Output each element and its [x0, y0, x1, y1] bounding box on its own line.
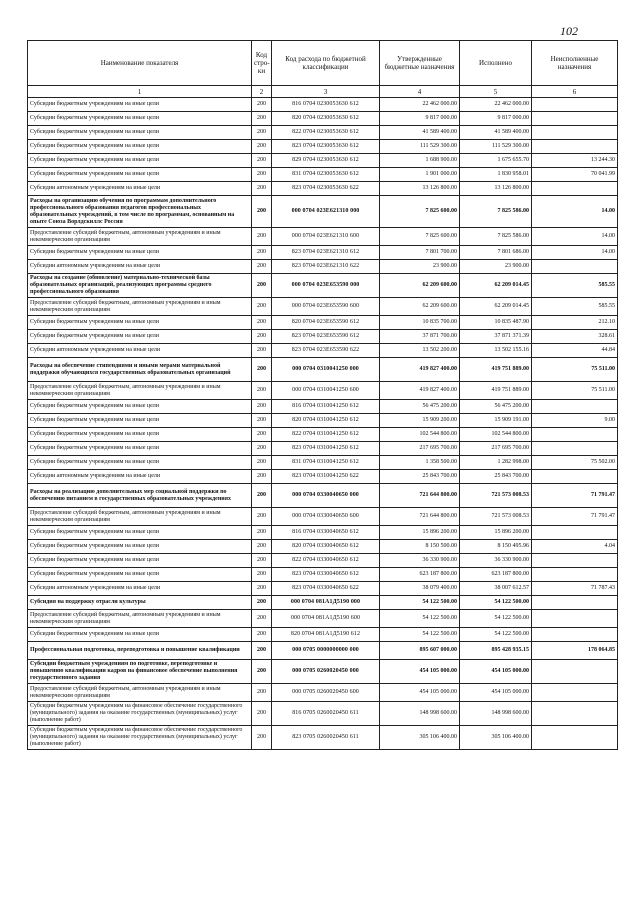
row-budget-code: 823 0704 0310041250 622 — [272, 470, 380, 484]
row-budget-code: 820 0704 081А1Д5190 612 — [272, 628, 380, 642]
row-line-code: 200 — [252, 484, 272, 508]
row-executed: 305 106 400.00 — [460, 726, 532, 750]
row-line-code: 200 — [252, 98, 272, 112]
row-line-code: 200 — [252, 442, 272, 456]
row-approved: 7 825 600.00 — [380, 196, 460, 228]
row-budget-code: 000 0704 0310041250 600 — [272, 382, 380, 400]
row-budget-code: 823 0705 0260020450 611 — [272, 726, 380, 750]
row-line-code: 200 — [252, 610, 272, 628]
row-executed: 9 817 000.00 — [460, 112, 532, 126]
table-row — [28, 246, 618, 260]
row-budget-code: 816 0705 0260020450 611 — [272, 702, 380, 726]
row-budget-code: 000 0704 0310041250 000 — [272, 358, 380, 382]
row-approved: 7 801 700.00 — [380, 246, 460, 260]
row-line-code: 200 — [252, 642, 272, 660]
column-number: 4 — [380, 86, 460, 98]
row-approved: 721 644 800.00 — [380, 484, 460, 508]
row-approved: 454 105 000.00 — [380, 660, 460, 684]
row-budget-code: 823 0704 023E653590 612 — [272, 330, 380, 344]
row-approved: 54 122 500.00 — [380, 628, 460, 642]
row-approved: 56 475 200.00 — [380, 400, 460, 414]
table-row — [28, 182, 618, 196]
header-approved: Утвержденные бюджетные назначения — [380, 41, 460, 86]
row-name: Субсидии бюджетным учреждениям на иные цели — [28, 554, 252, 568]
budget-execution-table — [27, 40, 618, 750]
row-unexecuted — [532, 442, 618, 456]
row-budget-code: 000 0704 023E653590 000 — [272, 274, 380, 298]
row-budget-code: 000 0704 023E621310 600 — [272, 228, 380, 246]
row-executed: 54 122 500.00 — [460, 610, 532, 628]
table-row — [28, 456, 618, 470]
row-unexecuted — [532, 126, 618, 140]
row-line-code: 200 — [252, 382, 272, 400]
row-line-code: 200 — [252, 196, 272, 228]
row-line-code: 200 — [252, 168, 272, 182]
row-name: Субсидии бюджетным учреждениям на иные цели — [28, 568, 252, 582]
row-executed: 1 675 655.70 — [460, 154, 532, 168]
row-executed: 7 825 586.00 — [460, 228, 532, 246]
row-approved: 9 817 000.00 — [380, 112, 460, 126]
row-unexecuted — [532, 568, 618, 582]
row-unexecuted: 71 791.47 — [532, 484, 618, 508]
row-name: Субсидии бюджетным учреждениям на иные цели — [28, 428, 252, 442]
row-budget-code: 000 0705 0000000000 000 — [272, 642, 380, 660]
row-executed: 10 835 487.90 — [460, 316, 532, 330]
row-executed: 23 900.00 — [460, 260, 532, 274]
row-name: Субсидии автономным учреждениям на иные цели — [28, 260, 252, 274]
row-unexecuted — [532, 596, 618, 610]
row-unexecuted: 14.00 — [532, 228, 618, 246]
row-line-code: 200 — [252, 596, 272, 610]
row-name: Расходы на создание (обновление) материально-технической базы образовательных организаций, реализующих программы среднего профессионального образования — [28, 274, 252, 298]
row-line-code: 200 — [252, 554, 272, 568]
row-name: Предоставление субсидий бюджетным, автономным учреждениям и иным некоммерческим организациям — [28, 508, 252, 526]
row-executed: 419 751 889.00 — [460, 382, 532, 400]
row-executed: 7 825 586.00 — [460, 196, 532, 228]
row-approved: 1 688 900.00 — [380, 154, 460, 168]
row-unexecuted: 178 064.85 — [532, 642, 618, 660]
row-executed: 111 529 300.00 — [460, 140, 532, 154]
row-approved: 454 105 000.00 — [380, 684, 460, 702]
row-executed: 38 007 612.57 — [460, 582, 532, 596]
row-approved: 62 209 600.00 — [380, 298, 460, 316]
table-row — [28, 526, 618, 540]
header-unexecuted: Неисполненные назначения — [532, 41, 618, 86]
row-name: Субсидии бюджетным учреждениям на иные цели — [28, 316, 252, 330]
row-executed: 623 187 800.00 — [460, 568, 532, 582]
row-name: Предоставление субсидий бюджетным, автономным учреждениям и иным некоммерческим организациям — [28, 684, 252, 702]
table-row — [28, 554, 618, 568]
column-number: 3 — [272, 86, 380, 98]
row-unexecuted: 71 791.47 — [532, 508, 618, 526]
row-executed: 148 998 600.00 — [460, 702, 532, 726]
row-name: Субсидии бюджетным учреждениям на иные цели — [28, 540, 252, 554]
row-budget-code: 823 0704 023E621310 612 — [272, 246, 380, 260]
row-executed: 454 105 000.00 — [460, 684, 532, 702]
row-budget-code: 000 0704 081А1Д5190 000 — [272, 596, 380, 610]
row-unexecuted — [532, 428, 618, 442]
row-budget-code: 000 0704 081А1Д5190 600 — [272, 610, 380, 628]
row-budget-code: 823 0704 023E621310 622 — [272, 260, 380, 274]
row-executed: 15 896 200.00 — [460, 526, 532, 540]
table-body — [28, 98, 618, 750]
row-unexecuted: 212.10 — [532, 316, 618, 330]
row-line-code: 200 — [252, 298, 272, 316]
table-row — [28, 642, 618, 660]
row-executed: 15 909 191.00 — [460, 414, 532, 428]
row-name: Субсидии бюджетным учреждениям на иные цели — [28, 628, 252, 642]
row-line-code: 200 — [252, 540, 272, 554]
header-executed: Исполнено — [460, 41, 532, 86]
row-line-code: 200 — [252, 726, 272, 750]
row-approved: 305 106 400.00 — [380, 726, 460, 750]
row-unexecuted: 585.55 — [532, 274, 618, 298]
row-approved: 41 589 400.00 — [380, 126, 460, 140]
row-budget-code: 831 0704 0310041250 612 — [272, 456, 380, 470]
row-line-code: 200 — [252, 358, 272, 382]
table-row — [28, 484, 618, 508]
table-row — [28, 168, 618, 182]
row-budget-code: 000 0705 0260020450 600 — [272, 684, 380, 702]
row-name: Предоставление субсидий бюджетным, автономным учреждениям и иным некоммерческим организациям — [28, 298, 252, 316]
row-name: Субсидии бюджетным учреждениям на иные цели — [28, 168, 252, 182]
column-number-row — [28, 86, 618, 98]
row-budget-code: 823 0704 0230053630 612 — [272, 140, 380, 154]
row-budget-code: 000 0705 0260020450 000 — [272, 660, 380, 684]
row-unexecuted: 328.61 — [532, 330, 618, 344]
row-executed: 22 462 000.00 — [460, 98, 532, 112]
row-budget-code: 831 0704 0230053630 612 — [272, 168, 380, 182]
table-row — [28, 260, 618, 274]
row-line-code: 200 — [252, 126, 272, 140]
row-unexecuted: 75 511.00 — [532, 358, 618, 382]
row-unexecuted — [532, 400, 618, 414]
row-executed: 721 573 008.53 — [460, 508, 532, 526]
table-row — [28, 428, 618, 442]
row-line-code: 200 — [252, 246, 272, 260]
table-row — [28, 298, 618, 316]
row-line-code: 200 — [252, 344, 272, 358]
row-executed: 895 428 935.15 — [460, 642, 532, 660]
row-approved: 37 871 700.00 — [380, 330, 460, 344]
row-unexecuted — [532, 610, 618, 628]
row-budget-code: 823 0704 0230053630 622 — [272, 182, 380, 196]
row-approved: 25 843 700.00 — [380, 470, 460, 484]
row-executed: 41 589 400.00 — [460, 126, 532, 140]
row-name: Расходы на организацию обучения по программам дополнительного профессионального образования педагогов профессиональных образовательных учреждений, в том числе по программам, основанным на опыте Союза Ворлдскиллс Россия — [28, 196, 252, 228]
row-budget-code: 823 0704 023E653590 622 — [272, 344, 380, 358]
table-row — [28, 660, 618, 684]
table-row — [28, 154, 618, 168]
row-line-code: 200 — [252, 660, 272, 684]
row-unexecuted — [532, 260, 618, 274]
row-name: Предоставление субсидий бюджетным, автономным учреждениям и иным некоммерческим организациям — [28, 228, 252, 246]
row-unexecuted — [532, 470, 618, 484]
row-name: Субсидии бюджетным учреждениям на финансовое обеспечение государственного (муниципального) задания на оказание государственных (муниципальных) услуг (выполнение работ) — [28, 702, 252, 726]
table-row — [28, 540, 618, 554]
table-row — [28, 330, 618, 344]
row-name: Субсидии автономным учреждениям на иные цели — [28, 344, 252, 358]
table-row — [28, 196, 618, 228]
row-line-code: 200 — [252, 628, 272, 642]
row-unexecuted: 13 244.30 — [532, 154, 618, 168]
row-name: Предоставление субсидий бюджетным, автономным учреждениям и иным некоммерческим организациям — [28, 610, 252, 628]
row-line-code: 200 — [252, 316, 272, 330]
row-unexecuted — [532, 702, 618, 726]
row-executed: 7 801 686.00 — [460, 246, 532, 260]
row-line-code: 200 — [252, 330, 272, 344]
table-row — [28, 442, 618, 456]
page-number: 102 — [560, 24, 578, 38]
table-row — [28, 702, 618, 726]
row-executed: 721 573 008.53 — [460, 484, 532, 508]
row-line-code: 200 — [252, 112, 272, 126]
row-budget-code: 820 0704 023E653590 612 — [272, 316, 380, 330]
row-name: Субсидии бюджетным учреждениям на иные цели — [28, 154, 252, 168]
row-line-code: 200 — [252, 182, 272, 196]
column-number: 2 — [252, 86, 272, 98]
row-approved: 8 150 500.00 — [380, 540, 460, 554]
table-row — [28, 112, 618, 126]
row-name: Субсидии бюджетным учреждениям на иные цели — [28, 414, 252, 428]
row-approved: 54 122 500.00 — [380, 610, 460, 628]
row-name: Субсидии автономным учреждениям на иные цели — [28, 182, 252, 196]
row-approved: 419 827 400.00 — [380, 358, 460, 382]
row-budget-code: 823 0704 0330040650 622 — [272, 582, 380, 596]
row-executed: 13 502 155.16 — [460, 344, 532, 358]
row-budget-code: 820 0704 0330040650 612 — [272, 540, 380, 554]
row-name: Субсидия на поддержку отрасли культуры — [28, 596, 252, 610]
row-line-code: 200 — [252, 568, 272, 582]
column-number: 6 — [532, 86, 618, 98]
row-approved: 1 358 500.00 — [380, 456, 460, 470]
row-line-code: 200 — [252, 508, 272, 526]
table-row — [28, 382, 618, 400]
row-name: Субсидии автономным учреждениям на иные цели — [28, 582, 252, 596]
row-approved: 102 544 800.00 — [380, 428, 460, 442]
row-approved: 1 901 000.00 — [380, 168, 460, 182]
row-unexecuted — [532, 140, 618, 154]
row-approved: 13 502 200.00 — [380, 344, 460, 358]
row-executed: 36 330 900.00 — [460, 554, 532, 568]
row-budget-code: 823 0704 0330040650 612 — [272, 568, 380, 582]
header-budget-code: Код расхода по бюджетной классификации — [272, 41, 380, 86]
header-name: Наименование показателя — [28, 41, 252, 86]
table-row — [28, 610, 618, 628]
row-name: Расходы на реализацию дополнительных мер социальной поддержки по обеспечению питанием в государственных образовательных учреждениях — [28, 484, 252, 508]
row-name: Субсидии бюджетным учреждениям на иные цели — [28, 246, 252, 260]
row-budget-code: 829 0704 0230053630 612 — [272, 154, 380, 168]
row-approved: 54 122 500.00 — [380, 596, 460, 610]
row-unexecuted: 70 041.99 — [532, 168, 618, 182]
row-line-code: 200 — [252, 414, 272, 428]
row-unexecuted: 9.00 — [532, 414, 618, 428]
row-name: Предоставление субсидий бюджетным, автономным учреждениям и иным некоммерческим организациям — [28, 382, 252, 400]
row-approved: 15 909 200.00 — [380, 414, 460, 428]
table-row — [28, 344, 618, 358]
table-row — [28, 414, 618, 428]
row-approved: 38 079 400.00 — [380, 582, 460, 596]
row-unexecuted — [532, 554, 618, 568]
table-row — [28, 140, 618, 154]
row-executed: 1 830 958.01 — [460, 168, 532, 182]
row-executed: 1 282 998.00 — [460, 456, 532, 470]
row-budget-code: 820 0704 0310041250 612 — [272, 414, 380, 428]
row-approved: 7 825 600.00 — [380, 228, 460, 246]
row-unexecuted — [532, 628, 618, 642]
row-name: Расходы на обеспечение стипендиями и иными мерами материальной поддержки обучающихся государственных образовательных организаций — [28, 358, 252, 382]
row-budget-code: 000 0704 023E653590 600 — [272, 298, 380, 316]
row-executed: 37 871 371.39 — [460, 330, 532, 344]
row-budget-code: 816 0704 0330040650 612 — [272, 526, 380, 540]
row-approved: 623 187 800.00 — [380, 568, 460, 582]
row-name: Субсидии бюджетным учреждениям на финансовое обеспечение государственного (муниципального) задания на оказание государственных (муниципальных) услуг (выполнение работ) — [28, 726, 252, 750]
row-executed: 8 150 495.96 — [460, 540, 532, 554]
row-executed: 454 105 000.00 — [460, 660, 532, 684]
table-row — [28, 400, 618, 414]
column-number: 5 — [460, 86, 532, 98]
row-line-code: 200 — [252, 470, 272, 484]
column-number: 1 — [28, 86, 252, 98]
row-budget-code: 816 0704 0230053630 612 — [272, 98, 380, 112]
row-unexecuted — [532, 182, 618, 196]
table-row — [28, 508, 618, 526]
row-executed: 102 544 800.00 — [460, 428, 532, 442]
row-unexecuted — [532, 726, 618, 750]
row-line-code: 200 — [252, 526, 272, 540]
row-unexecuted — [532, 526, 618, 540]
row-unexecuted — [532, 684, 618, 702]
table-header-row — [28, 41, 618, 86]
row-approved: 13 126 800.00 — [380, 182, 460, 196]
row-executed: 217 695 700.00 — [460, 442, 532, 456]
row-line-code: 200 — [252, 684, 272, 702]
table-row — [28, 470, 618, 484]
row-approved: 895 607 000.00 — [380, 642, 460, 660]
row-line-code: 200 — [252, 274, 272, 298]
row-executed: 56 475 200.00 — [460, 400, 532, 414]
table-row — [28, 726, 618, 750]
table-row — [28, 126, 618, 140]
row-line-code: 200 — [252, 400, 272, 414]
table-row — [28, 596, 618, 610]
row-unexecuted: 44.84 — [532, 344, 618, 358]
row-line-code: 200 — [252, 702, 272, 726]
row-unexecuted: 75 502.00 — [532, 456, 618, 470]
row-name: Субсидии бюджетным учреждениям на иные цели — [28, 330, 252, 344]
row-approved: 62 209 600.00 — [380, 274, 460, 298]
row-unexecuted: 4.04 — [532, 540, 618, 554]
row-unexecuted: 75 511.00 — [532, 382, 618, 400]
row-budget-code: 000 0704 0330040650 000 — [272, 484, 380, 508]
row-approved: 419 827 400.00 — [380, 382, 460, 400]
row-name: Субсидии автономным учреждениям на иные цели — [28, 470, 252, 484]
row-budget-code: 822 0704 0310041250 612 — [272, 428, 380, 442]
table-row — [28, 684, 618, 702]
row-name: Субсидии бюджетным учреждениям на иные цели — [28, 140, 252, 154]
row-approved: 22 462 000.00 — [380, 98, 460, 112]
row-budget-code: 822 0704 0230053630 612 — [272, 126, 380, 140]
row-line-code: 200 — [252, 456, 272, 470]
row-line-code: 200 — [252, 140, 272, 154]
row-executed: 54 122 500.00 — [460, 596, 532, 610]
row-name: Субсидии бюджетным учреждениям на иные цели — [28, 112, 252, 126]
row-line-code: 200 — [252, 582, 272, 596]
table-row — [28, 228, 618, 246]
table-row — [28, 98, 618, 112]
row-name: Субсидии бюджетным учреждениям по подготовке, переподготовке и повышению квалификации кадров на финансовое обеспечение выполнения государственного задания — [28, 660, 252, 684]
row-approved: 148 998 600.00 — [380, 702, 460, 726]
row-name: Субсидии бюджетным учреждениям на иные цели — [28, 442, 252, 456]
header-line-code: Код стро-ки — [252, 41, 272, 86]
row-line-code: 200 — [252, 260, 272, 274]
table-row — [28, 568, 618, 582]
row-budget-code: 823 0704 0310041250 612 — [272, 442, 380, 456]
row-budget-code: 000 0704 023E621310 000 — [272, 196, 380, 228]
row-approved: 23 900.00 — [380, 260, 460, 274]
row-budget-code: 816 0704 0310041250 612 — [272, 400, 380, 414]
row-budget-code: 822 0704 0330040650 612 — [272, 554, 380, 568]
row-executed: 54 122 500.00 — [460, 628, 532, 642]
row-executed: 25 843 700.00 — [460, 470, 532, 484]
row-name: Профессиональная подготовка, переподготовка и повышение квалификации — [28, 642, 252, 660]
row-executed: 62 209 014.45 — [460, 298, 532, 316]
row-approved: 15 896 200.00 — [380, 526, 460, 540]
row-budget-code: 820 0704 0230053630 612 — [272, 112, 380, 126]
row-unexecuted — [532, 112, 618, 126]
row-line-code: 200 — [252, 228, 272, 246]
row-executed: 13 126 800.00 — [460, 182, 532, 196]
row-approved: 111 529 300.00 — [380, 140, 460, 154]
table-row — [28, 358, 618, 382]
row-approved: 10 835 700.00 — [380, 316, 460, 330]
row-name: Субсидии бюджетным учреждениям на иные цели — [28, 126, 252, 140]
row-approved: 217 695 700.00 — [380, 442, 460, 456]
row-unexecuted: 14.00 — [532, 196, 618, 228]
row-name: Субсидии бюджетным учреждениям на иные цели — [28, 526, 252, 540]
row-executed: 62 209 014.45 — [460, 274, 532, 298]
row-unexecuted: 71 787.43 — [532, 582, 618, 596]
table-row — [28, 582, 618, 596]
row-budget-code: 000 0704 0330040650 600 — [272, 508, 380, 526]
row-approved: 36 330 900.00 — [380, 554, 460, 568]
row-unexecuted: 585.55 — [532, 298, 618, 316]
row-line-code: 200 — [252, 428, 272, 442]
row-unexecuted — [532, 98, 618, 112]
row-name: Субсидии бюджетным учреждениям на иные цели — [28, 456, 252, 470]
row-approved: 721 644 800.00 — [380, 508, 460, 526]
row-unexecuted — [532, 660, 618, 684]
table-row — [28, 628, 618, 642]
row-name: Субсидии бюджетным учреждениям на иные цели — [28, 98, 252, 112]
row-executed: 419 751 889.00 — [460, 358, 532, 382]
table-row — [28, 274, 618, 298]
row-line-code: 200 — [252, 154, 272, 168]
table-row — [28, 316, 618, 330]
row-name: Субсидии бюджетным учреждениям на иные цели — [28, 400, 252, 414]
row-unexecuted: 14.00 — [532, 246, 618, 260]
